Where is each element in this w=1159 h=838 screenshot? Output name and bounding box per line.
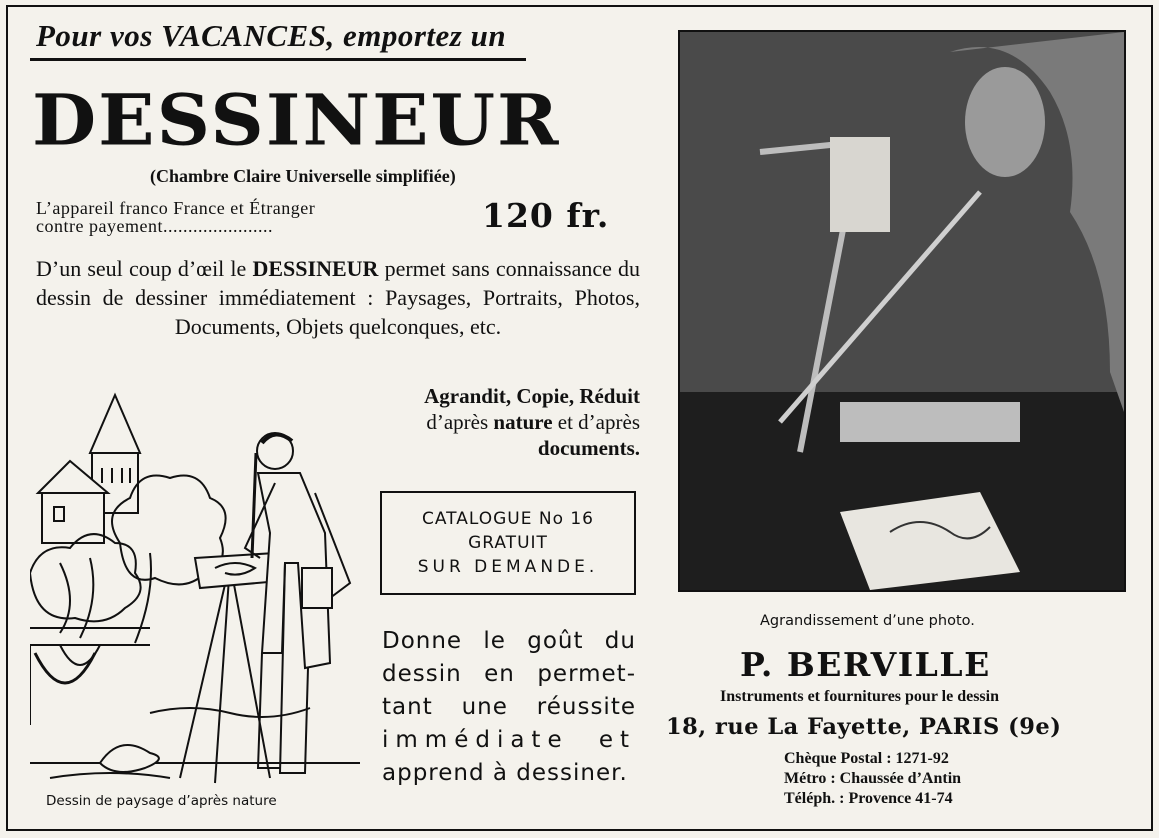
features-text: et d’après	[557, 410, 640, 434]
slogan-line: dessin en permet-	[382, 661, 636, 687]
product-subtitle: (Chambre Claire Universelle simplifiée)	[150, 166, 456, 186]
product-description	[36, 254, 640, 341]
features-title: Agrandit, Copie, Réduit	[424, 384, 640, 408]
illustration-caption: Dessin de paysage d’après nature	[46, 793, 277, 809]
company-tagline: Instruments et fournitures pour le dessin	[720, 688, 999, 705]
features-line-2	[370, 409, 640, 435]
slogan-line: apprend à dessiner.	[382, 760, 628, 786]
catalogue-line-3: SUR DEMANDE.	[417, 557, 599, 577]
description-intro: D’un seul coup d’œil le	[36, 256, 247, 281]
features-documents: documents.	[537, 436, 640, 460]
description-rest: permet sans connaissance du dessin de dessiner immédiatement : Paysages, Portraits, Photos, Documents, Objets quelconques, etc.	[36, 256, 641, 339]
company-address: 18, rue La Fayette, PARIS (9e)	[666, 714, 1062, 740]
price: 120 fr.	[482, 196, 610, 235]
slogan-line: immédiate et	[382, 727, 636, 753]
price-condition-line-2: contre payement......................	[36, 216, 273, 236]
slogan-line: tant une réussite	[382, 694, 636, 720]
features-nature: nature	[493, 410, 553, 434]
features-block	[370, 383, 640, 461]
photo-man-using-device	[678, 30, 1126, 592]
features-text: d’après	[426, 410, 489, 434]
description-product-name: DESSINEUR	[252, 256, 379, 281]
catalogue-box	[380, 491, 636, 595]
photo-image	[680, 32, 1124, 590]
telephone: Téléph. : Provence 41-74	[784, 790, 953, 807]
slogan	[382, 625, 636, 790]
cheque-postal: Chèque Postal : 1271-92	[784, 750, 949, 767]
product-title: DESSINEUR	[32, 80, 561, 162]
photo-caption: Agrandissement d’une photo.	[760, 613, 975, 629]
headline: Pour vos VACANCES, emportez un	[36, 18, 507, 53]
headline-underline	[30, 58, 526, 61]
slogan-line: Donne le goût du	[382, 628, 636, 654]
artist-landscape-illustration	[30, 383, 366, 793]
catalogue-line-1: CATALOGUE No 16	[421, 509, 595, 529]
metro-station: Métro : Chaussée d’Antin	[784, 770, 962, 787]
catalogue-line-2: GRATUIT	[468, 533, 548, 553]
price-condition-line-1: L’appareil franco France et Étranger	[36, 198, 316, 218]
company-name: P. BERVILLE	[740, 645, 991, 684]
